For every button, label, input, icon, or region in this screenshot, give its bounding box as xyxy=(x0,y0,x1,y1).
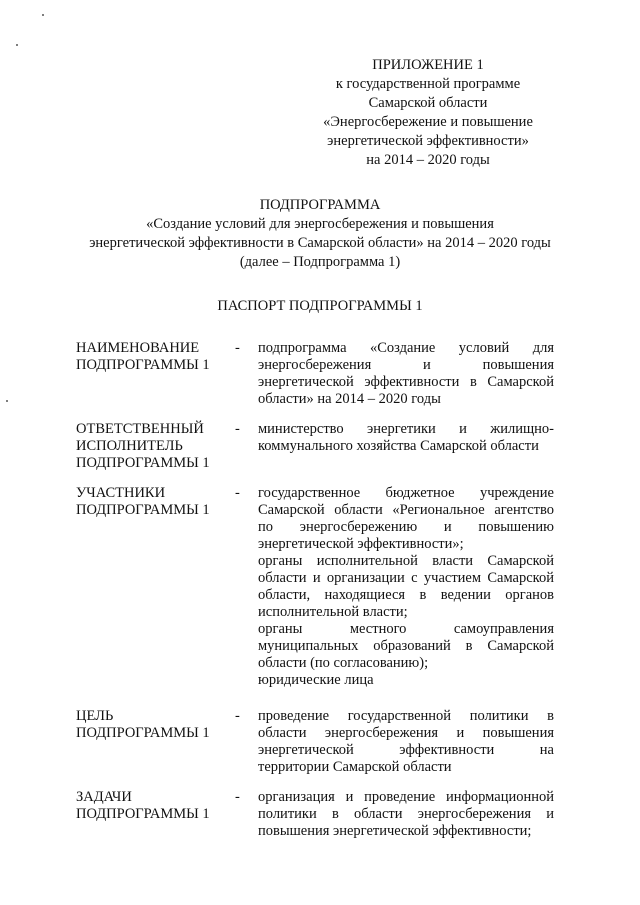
content-line: исполнительной власти; xyxy=(258,604,408,620)
row-content xyxy=(258,340,554,408)
row-dash: - xyxy=(235,708,240,724)
subprogram-line: ПОДПРОГРАММА xyxy=(259,197,381,213)
content-line: организация и проведение информационной xyxy=(258,789,554,805)
content-line: энергетической эффективности»; xyxy=(258,536,464,552)
row-label-line: ПОДПРОГРАММЫ 1 xyxy=(76,725,210,741)
subprogram-line: «Создание условий для энергосбережения и повышения xyxy=(146,216,494,232)
subprogram-line: (далее – Подпрограмма 1) xyxy=(239,254,401,270)
row-content xyxy=(258,789,554,840)
row-label xyxy=(76,421,226,472)
row-dash: - xyxy=(235,340,240,356)
content-line: области (по согласованию); xyxy=(258,655,429,671)
content-line: органы местного самоуправления xyxy=(258,621,554,637)
content-line: энергетической эффективности в Самарской xyxy=(258,374,554,390)
row-label-line: ЦЕЛЬ xyxy=(76,708,114,724)
scan-speck xyxy=(42,14,44,16)
row-content xyxy=(258,708,554,776)
content-line: муниципальных образований в Самарской xyxy=(258,638,554,654)
appendix-line: Самарской области xyxy=(368,95,488,111)
row-content xyxy=(258,421,554,455)
content-line: области» на 2014 – 2020 годы xyxy=(258,391,441,407)
content-line: органы исполнительной власти Самарской xyxy=(258,553,554,569)
content-line: повышения энергетической эффективности; xyxy=(258,823,532,839)
scan-speck xyxy=(6,400,8,402)
appendix-line: энергетической эффективности» xyxy=(327,133,529,149)
content-line: территории Самарской области xyxy=(258,759,452,775)
appendix-line: на 2014 – 2020 годы xyxy=(366,152,490,168)
row-label-line: НАИМЕНОВАНИЕ xyxy=(76,340,200,356)
row-label-line: ПОДПРОГРАММЫ 1 xyxy=(76,455,210,471)
row-label-line: ОТВЕТСТВЕННЫЙ xyxy=(76,421,204,437)
row-label-line: ЗАДАЧИ xyxy=(76,789,132,805)
row-label xyxy=(76,485,226,519)
content-line: политики в области энергосбережения и xyxy=(258,806,554,822)
content-line: подпрограмма «Создание условий для xyxy=(258,340,554,356)
subprogram-line: энергетической эффективности в Самарской области» на 2014 – 2020 годы xyxy=(89,235,551,251)
subprogram-title xyxy=(60,196,580,272)
row-label-line: УЧАСТНИКИ xyxy=(76,485,166,501)
row-label xyxy=(76,340,226,374)
content-line: государственное бюджетное учреждение xyxy=(258,485,554,501)
row-label-line: ПОДПРОГРАММЫ 1 xyxy=(76,502,210,518)
row-label xyxy=(76,708,226,742)
appendix-line: к государственной программе xyxy=(335,76,521,92)
row-label xyxy=(76,789,226,823)
content-line: энергосбережения и повышения xyxy=(258,357,554,373)
row-content xyxy=(258,485,554,689)
content-line: проведение государственной политики в xyxy=(258,708,554,724)
row-label-line: ПОДПРОГРАММЫ 1 xyxy=(76,806,210,822)
passport-title: ПАСПОРТ ПОДПРОГРАММЫ 1 xyxy=(217,298,423,314)
content-line: энергетической эффективности на xyxy=(258,742,554,758)
content-line: по энергосбережению и повышению xyxy=(258,519,554,535)
appendix-header xyxy=(300,56,556,170)
row-dash: - xyxy=(235,789,240,805)
row-label-line: ИСПОЛНИТЕЛЬ xyxy=(76,438,183,454)
row-dash: - xyxy=(235,485,240,501)
content-line: области, находящиеся в ведении органов xyxy=(258,587,554,603)
row-label-line: ПОДПРОГРАММЫ 1 xyxy=(76,357,210,373)
content-line: министерство энергетики и жилищно- xyxy=(258,421,554,437)
appendix-line: «Энергосбережение и повышение xyxy=(323,114,533,130)
scan-speck xyxy=(16,44,18,46)
row-dash: - xyxy=(235,421,240,437)
content-line: Самарской области «Региональное агентство xyxy=(258,502,554,518)
content-line: области энергосбережения и повышения xyxy=(258,725,554,741)
content-line: области и организации с участием Самарской xyxy=(258,570,554,586)
content-line: юридические лица xyxy=(258,672,374,688)
content-line: коммунального хозяйства Самарской области xyxy=(258,438,539,454)
appendix-line: ПРИЛОЖЕНИЕ 1 xyxy=(372,57,484,73)
